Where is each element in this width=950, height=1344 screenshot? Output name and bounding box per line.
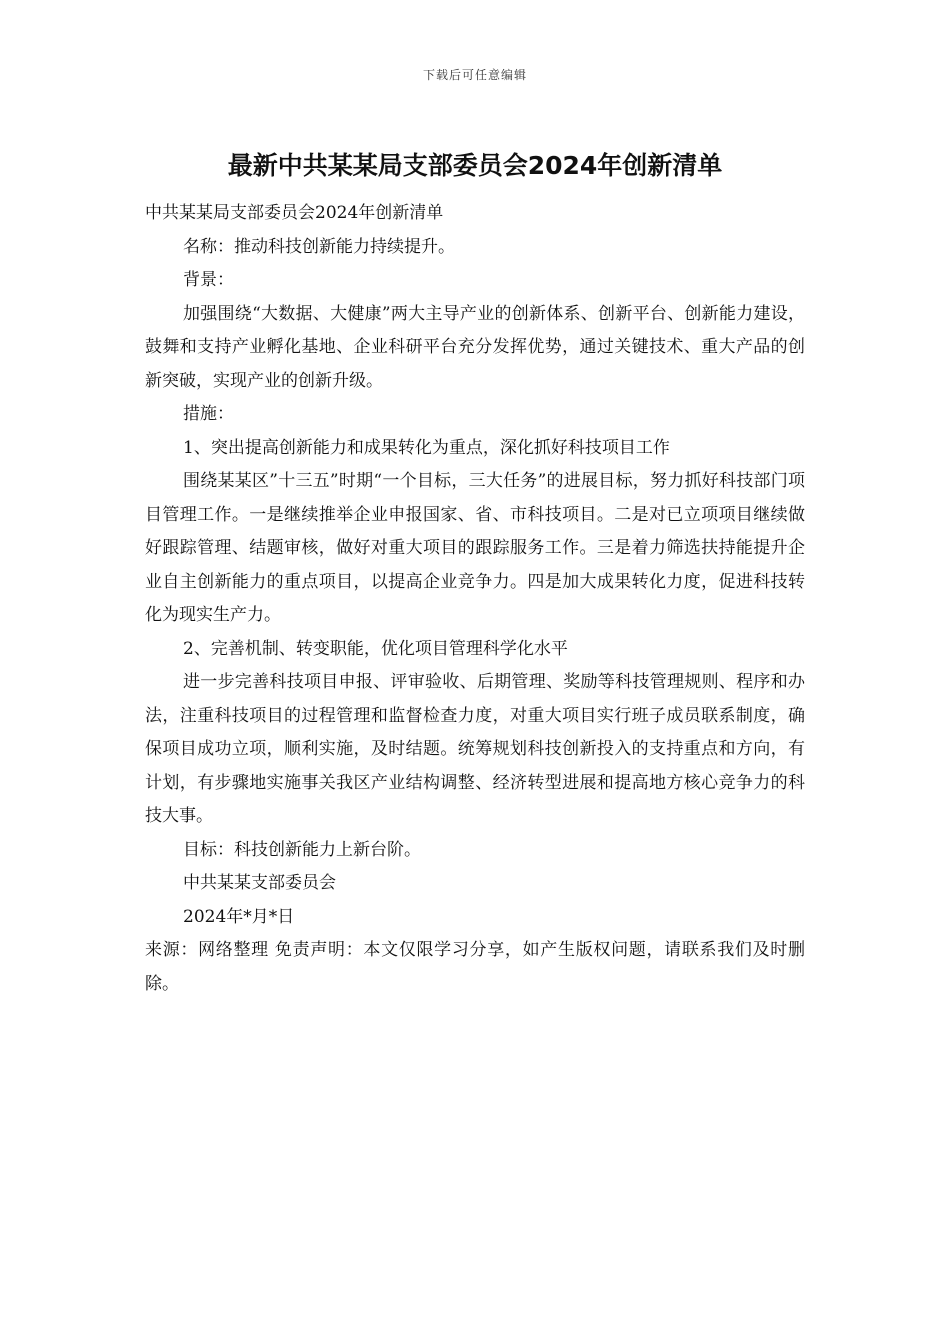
background-paragraph: 加强围绕“大数据、大健康”两大主导产业的创新体系、创新平台、创新能力建设，鼓舞和支持产业孵化基地、企业科研平台充分发挥优势，通过关键技术、重大产品的创新突破，实现产业的创新升级。 xyxy=(145,303,805,391)
measure-2-heading: 2、完善机制、转变职能，优化项目管理科学化水平 xyxy=(183,638,568,659)
signature-date: 2024年*月*日 xyxy=(183,906,295,927)
background-heading: 背景： xyxy=(183,270,234,290)
name-paragraph: 名称：推动科技创新能力持续提升。 xyxy=(183,236,455,257)
measure-2-paragraph: 进一步完善科技项目申报、评审验收、后期管理、奖励等科技管理规则、程序和办法，注重科技项目的过程管理和监督检查力度，对重大项目实行班子成员联系制度，确保项目成功立项，顺利实施，及时结题。统筹规划科技创新投入的支持重点和方向，有计划，有步骤地实施事关我区产业结构调整、经济转型进展和提高地方核心竞争力的科技大事。 xyxy=(145,672,805,826)
measure-1-heading: 1、突出提高创新能力和成果转化为重点，深化抓好科技项目工作 xyxy=(183,437,670,458)
header-note: 下载后可任意编辑 xyxy=(422,68,527,82)
subtitle-paragraph: 中共某某局支部委员会2024年创新清单 xyxy=(145,203,444,223)
document-title: 最新中共某某局支部委员会2024年创新清单 xyxy=(227,151,723,180)
measures-heading: 措施： xyxy=(183,404,234,424)
signature-organization: 中共某某支部委员会 xyxy=(183,873,336,893)
document-body xyxy=(145,197,805,1001)
measure-1-paragraph: 围绕某某区”十三五”时期“一个目标，三大任务”的进展目标，努力抓好科技部门项目管理工作。一是继续推举企业申报国家、省、市科技项目。二是对已立项项目继续做好跟踪管理、结题审核，做好对重大项目的跟踪服务工作。三是着力筛选扶持能提升企业自主创新能力的重点项目，以提高企业竞争力。四是加大成果转化力度，促进科技转化为现实生产力。 xyxy=(145,471,805,625)
source-disclaimer: 来源：网络整理 免责声明：本文仅限学习分享，如产生版权问题，请联系我们及时删除。 xyxy=(145,940,805,994)
goal-paragraph: 目标：科技创新能力上新台阶。 xyxy=(183,839,421,860)
